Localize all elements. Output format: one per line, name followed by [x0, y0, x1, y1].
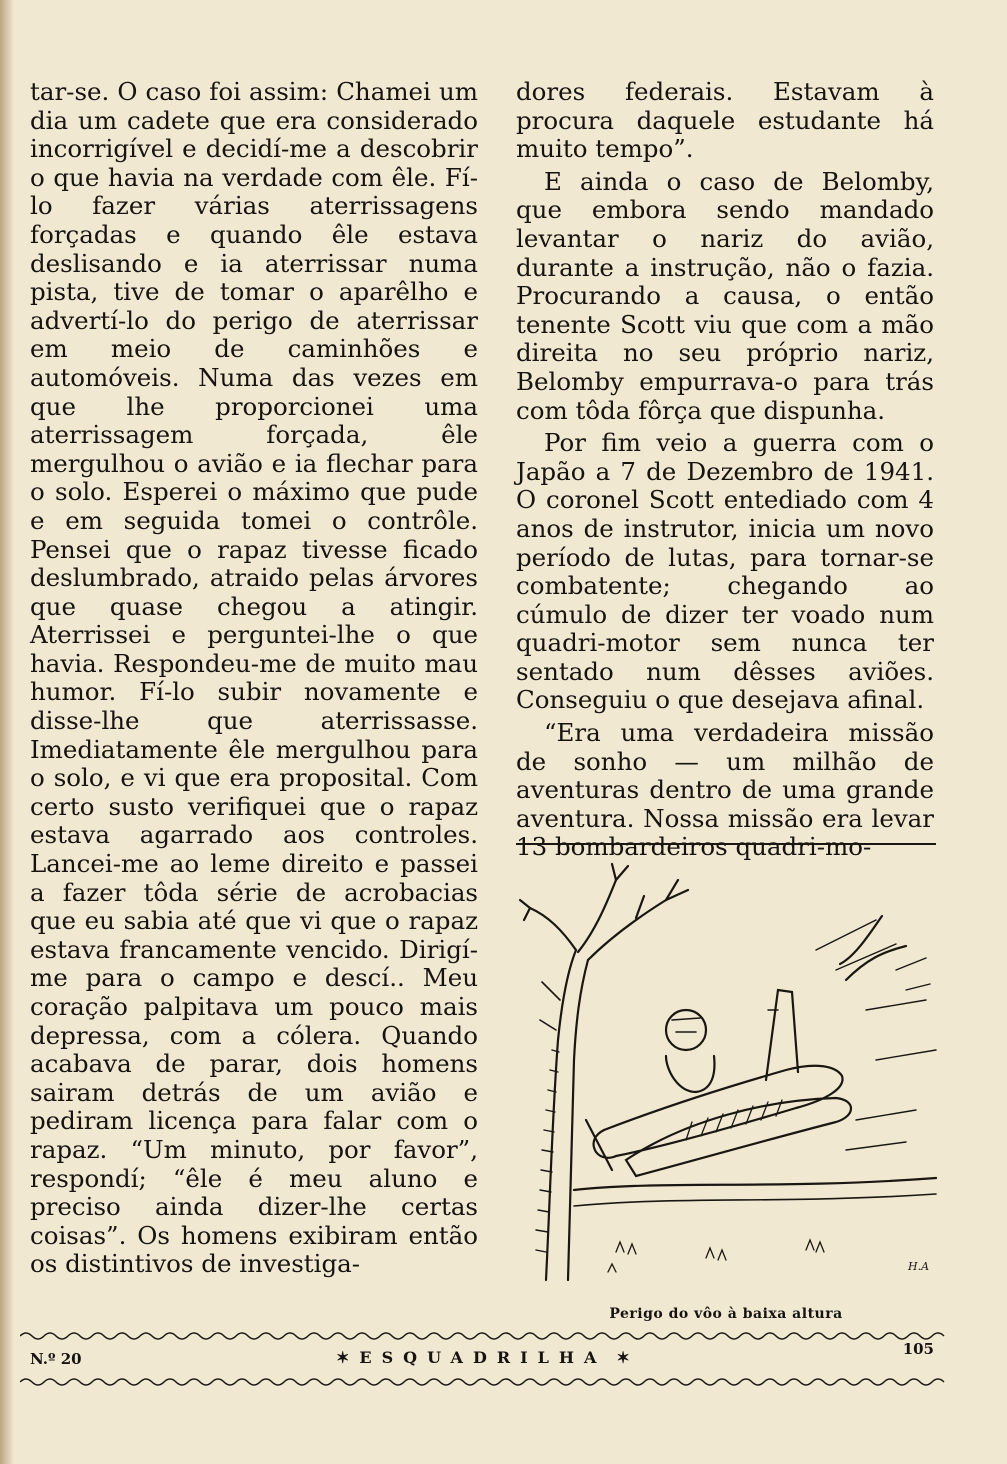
illustration-plane-tree: [516, 860, 942, 1300]
footer-ornament-top: [20, 1330, 945, 1342]
paragraph: Por fim veio a guerra com o Japão a 7 de Dezembro de 1941. O coronel Scott entediado com 4 anos de instrutor, inicia um novo período de lutas, para tornar-se combatente; chegando ao cúmulo de dizer ter voado num quadri-motor sem nunca ter sentado num dêsses aviões. Conseguiu o que desejava afinal.: [516, 428, 934, 715]
magazine-name: ESQUADRILHA: [359, 1348, 607, 1367]
star-icon: ✶: [616, 1348, 630, 1367]
pilot-head: [666, 1010, 706, 1050]
illustration-signature: H.A: [908, 1260, 930, 1273]
paragraph: dores federais. Estavam à procura daquele estudante há muito tempo”.: [516, 77, 934, 164]
illustration-caption: Perigo do vôo à baixa altura: [609, 1306, 843, 1322]
page-edge-shadow: [0, 0, 14, 1464]
magazine-title: [326, 1348, 640, 1367]
page-footer: [30, 1340, 940, 1374]
page-number: 105: [902, 1340, 934, 1358]
illustration-top-rule: [516, 843, 936, 845]
star-icon: ✶: [336, 1348, 350, 1367]
ground-line: [574, 1178, 936, 1190]
footer-ornament-bottom: [20, 1376, 945, 1388]
paragraph: “Era uma verdadeira missão de sonho — um milhão de aventuras dentro de uma grande aventura. Nossa missão era levar 13 bombardeiros quadri-mo-: [516, 718, 934, 862]
left-text-column: [30, 78, 478, 1279]
right-text-column: [516, 78, 934, 862]
plane-fuselage: [604, 1066, 843, 1156]
issue-number: N.º 20: [30, 1350, 82, 1368]
paragraph: tar-se. O caso foi assim: Chamei um dia um cadete que era considerado incorrigível e decidí-me a descobrir o que havia na verdade com êle. Fí-lo fazer várias aterrissagens forçadas e quando êle estava deslisando e ia aterrissar numa pista, tive de tomar o aparêlho e advertí-lo do perigo de aterrissar em meio de caminhões e automóveis. Numa das vezes em que lhe proporcionei uma aterrissagem forçada, êle mergulhou o avião e ia flechar para o solo. Esperei o máximo que pude e em seguida tomei o contrôle. Pensei que o rapaz tivesse ficado deslumbrado, atraido pelas árvores que quase chegou a atingir. Aterrissei e perguntei-lhe o que havia. Respondeu-me de muito mau humor. Fí-lo subir novamente e disse-lhe que aterrissasse. Imediatamente êle mergulhou para o solo, e vi que era proposital. Com certo susto verifiquei que o rapaz estava agarrado aos controles. Lancei-me ao leme direito e passei a fazer tôda série de acrobacias que eu sabia até que vi que o rapaz estava francamente vencido. Dirigí-me para o campo e descí.. Meu coração palpitava um pouco mais depressa, com a cólera. Quando acabava de parar, dois homens sairam detrás de um avião e pediram licença para falar com o rapaz. “Um minuto, por favor”, respondí; “êle é meu aluno e preciso ainda dizer-lhe certas coisas”. Os homens exibiram então os distintivos de investiga-: [30, 77, 478, 1279]
paragraph: E ainda o caso de Belomby, que embora sendo mandado levantar o nariz do avião, durante a instrução, não o fazia. Procurando a causa, o então tenente Scott viu que com a mão direita no seu próprio nariz, Belomby empurrava-o para trás com tôda fôrça que dispunha.: [516, 166, 934, 425]
